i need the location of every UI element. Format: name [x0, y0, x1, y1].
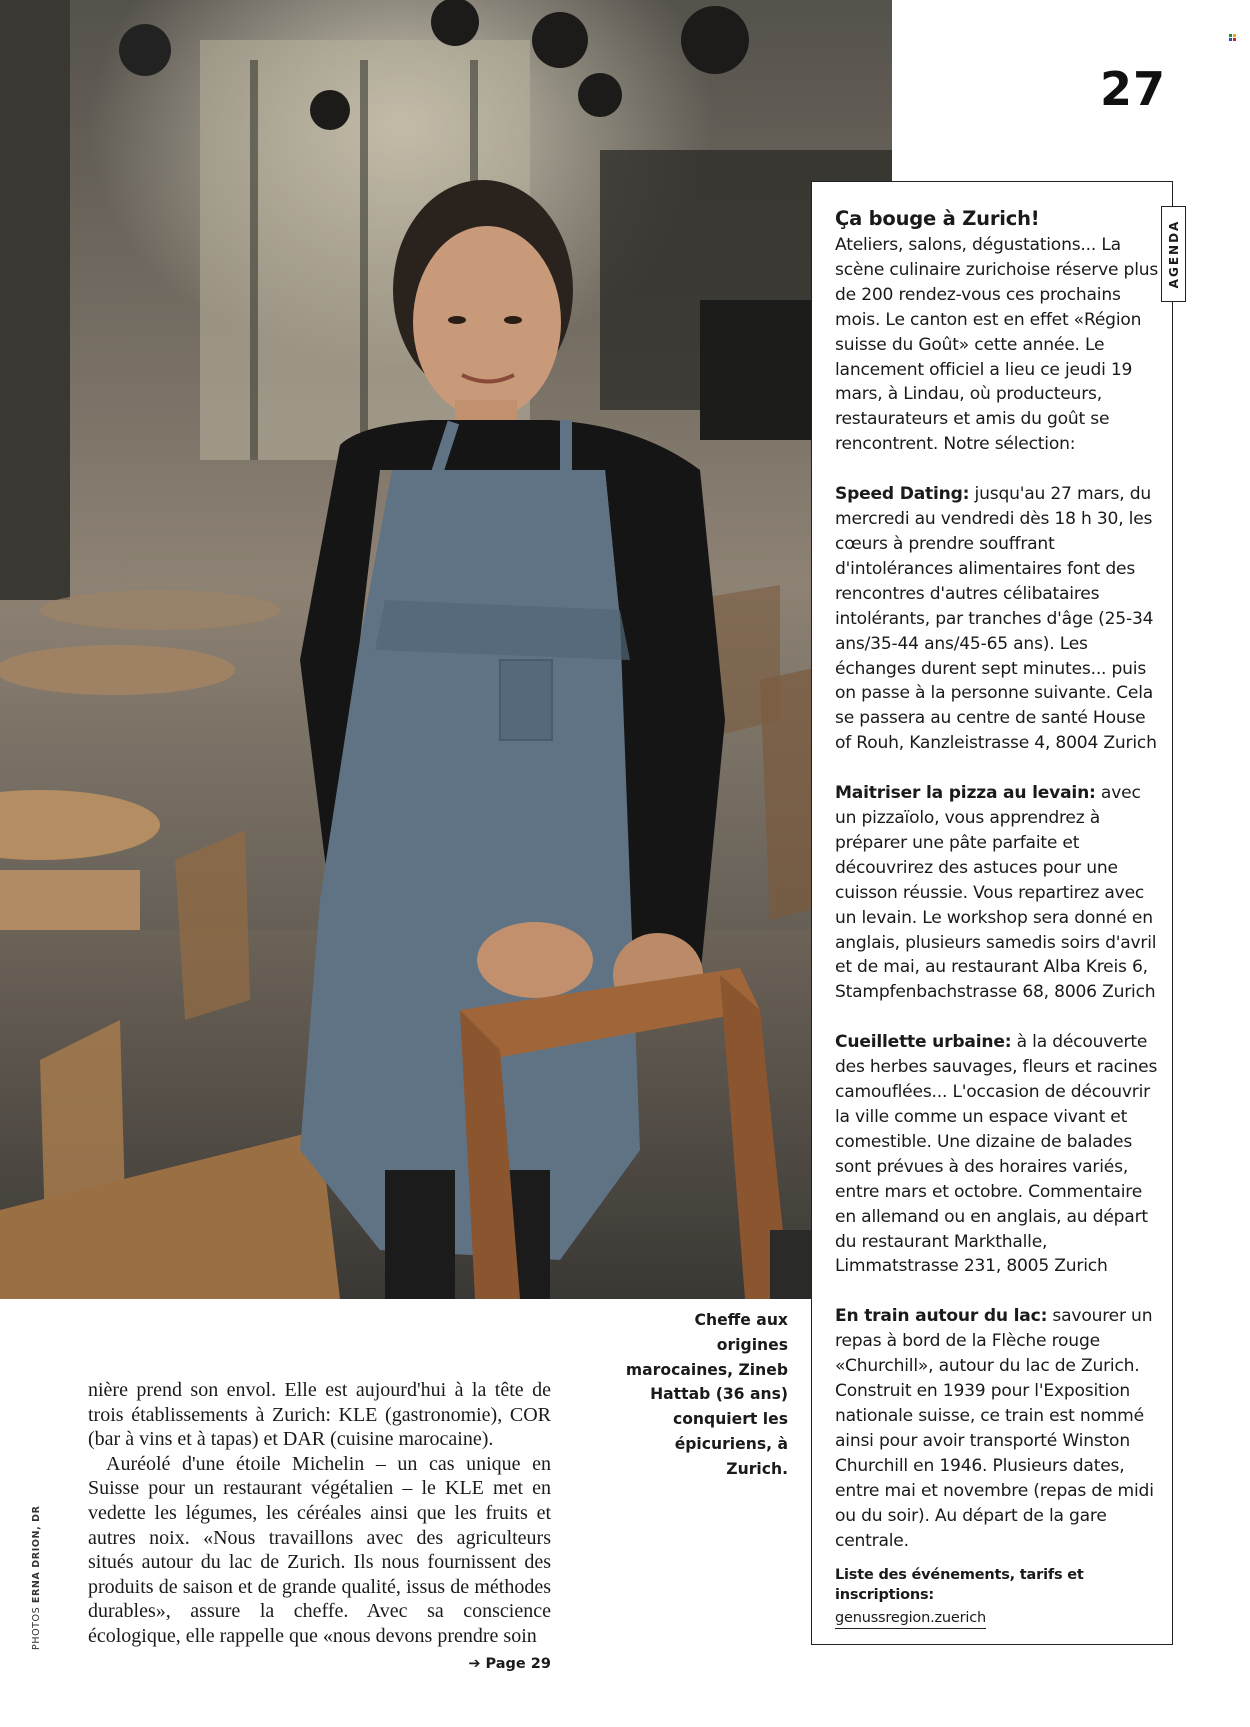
agenda-event-text: savourer un repas à bord de la Flèche rouge «Churchill», autour du lac de Zurich. Construit en 1939 pour l'Exposition nationale suisse, ce train est nommé ainsi pour avoir transporté Winston Churchill en 1946. Plusieurs dates, entre mai et novembre (repas de midi ou du soir). Au départ de la gare centrale.: [835, 1306, 1154, 1551]
agenda-section-tab-label: AGENDA: [1166, 219, 1181, 289]
agenda-event: [835, 781, 1165, 1005]
agenda-event: [835, 482, 1165, 756]
photo-credits: [31, 1505, 42, 1650]
body-paragraph: [88, 1452, 551, 1672]
color-registration-mark: [1229, 34, 1236, 41]
body-paragraph-text: Auréolé d'une étoile Michelin – un cas unique en Suisse pour un restaurant végétalien – le KLE met en vedette les légumes, les céréales ainsi que les fruits et autres noix. «Nous travaillons avec des agriculteurs situés autour du lac de Zurich. Ils nous fournissent des produits de saison et de grande qualité, issus de méthodes durables», assure la cheffe. Avec sa conscience écologique, elle rappelle que «nous devons prendre soin: [88, 1452, 551, 1647]
agenda-website-link[interactable]: genussregion.zuerich: [835, 1608, 986, 1629]
agenda-event-text: avec un pizzaïolo, vous apprendrez à préparer une pâte parfaite et découvrirez des astuces pour une cuisson réussie. Vous repartirez avec un levain. Le workshop sera donné en anglais, plusieurs samedis soirs d'avril et de mai, au restaurant Alba Kreis 6, Stampfenbachstrasse 68, 8006 Zurich: [835, 783, 1157, 1003]
page-number: 27: [1100, 62, 1167, 116]
photo-caption: Cheffe aux origines marocaines, Zineb Hattab (36 ans) conquiert les épicuriens, à Zurich.: [625, 1311, 788, 1478]
photo-credits-names: ERNA DRION, DR: [31, 1505, 42, 1604]
continued-page-link[interactable]: ➔ Page 29: [468, 1655, 551, 1672]
agenda-event: [835, 1030, 1165, 1279]
agenda-event-name: Speed Dating:: [835, 484, 970, 505]
article-body: [88, 1378, 551, 1676]
agenda-event-text: jusqu'au 27 mars, du mercredi au vendredi dès 18 h 30, les cœurs à prendre souffrant d'intolérances alimentaires font des rencontres d'autres célibataires intolérants, par tranches d'âge (25-34 ans/35-44 ans/45-65 ans). Les échanges durent sept minutes... puis on passe à la personne suivante. Cela se passera au centre de santé House of Rouh, Kanzleistrasse 4, 8004 Zurich: [835, 484, 1157, 754]
agenda-event-text: à la découverte des herbes sauvages, fleurs et racines camouflées... L'occasion de découvrir la ville comme un espace vivant et comestible. Une dizaine de balades sont prévues à des horaires variés, entre mars et octobre. Commentaire en allemand ou en anglais, au départ du restaurant Markthalle, Limmatstrasse 231, 8005 Zurich: [835, 1032, 1158, 1277]
agenda-event-name: Maitriser la pizza au levain:: [835, 783, 1096, 804]
agenda-content: [835, 206, 1165, 1630]
body-paragraph: nière prend son envol. Elle est aujourd'hui à la tête de trois établissements à Zurich: KLE (gastronomie), COR (bar à vins et à tapas) et DAR (cuisine marocaine).: [88, 1379, 551, 1451]
agenda-title: Ça bouge à Zurich!: [835, 207, 1040, 230]
agenda-intro: Ateliers, salons, dégustations... La scène culinaire zurichoise réserve plus de 200 rendez-vous ces prochains mois. Le canton est en effet «Région suisse du Goût» cette année. Le lancement officiel a lieu ce jeudi 19 mars, à Lindau, où producteurs, restaurateurs et amis du goût se rencontrent. Notre sélection:: [835, 235, 1159, 455]
agenda-event-name: Cueillette urbaine:: [835, 1032, 1012, 1053]
agenda-event-name: En train autour du lac:: [835, 1306, 1048, 1327]
agenda-footer-label: Liste des événements, tarifs et inscriptions:: [835, 1567, 1084, 1604]
photo-credits-label: PHOTOS: [31, 1606, 42, 1650]
agenda-event: [835, 1304, 1165, 1553]
